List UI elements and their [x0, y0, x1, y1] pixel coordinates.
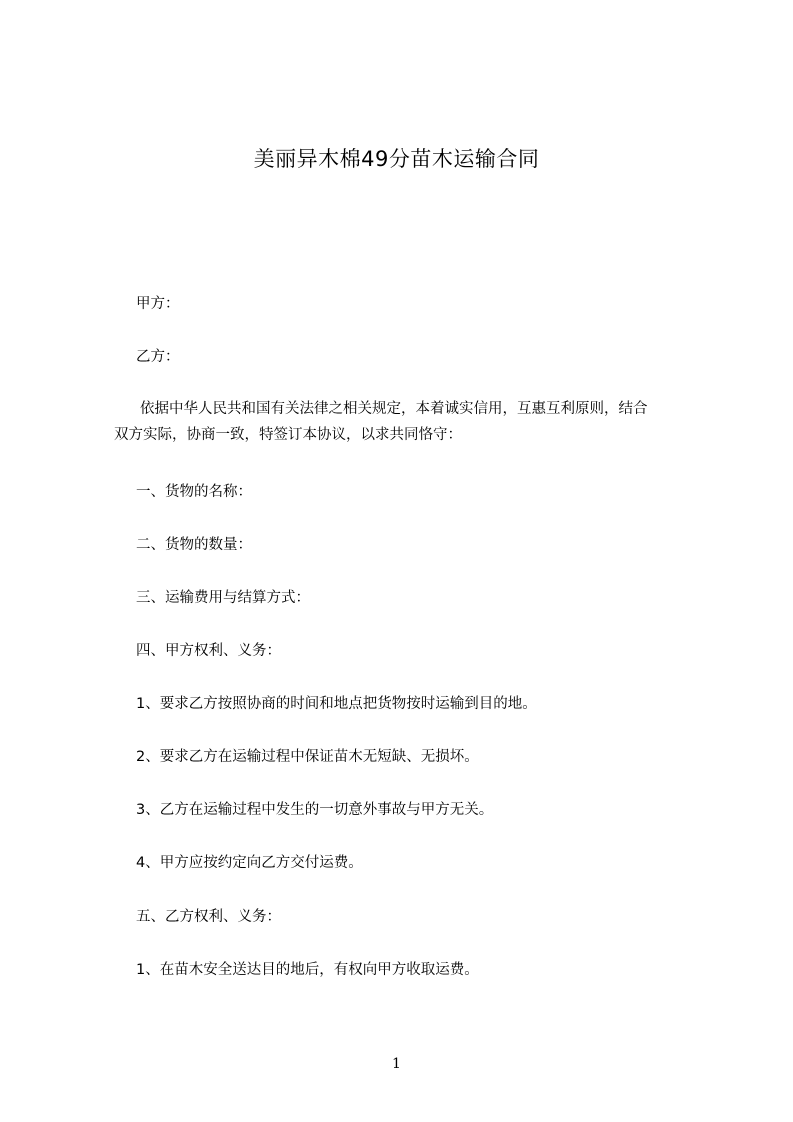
intro-paragraph: [114, 396, 703, 448]
party-b-label: 乙方：: [136, 349, 180, 365]
section-party-a-rights: 四、甲方权利、义务：: [136, 643, 281, 659]
intro-line-2: 双方实际，协商一致，特签订本协议，以求共同恪守：: [114, 427, 462, 443]
document-title: 美丽异木棉49分苗木运输合同: [253, 147, 540, 171]
party-a-label: 甲方：: [136, 296, 180, 312]
intro-line-1: 依据中华人民共和国有关法律之相关规定，本着诚实信用，互惠互利原则，结合: [140, 401, 648, 417]
page-number: 1: [392, 1056, 401, 1072]
section-fees-settlement: 三、运输费用与结算方式：: [136, 590, 310, 606]
party-a-clause-1: 1、要求乙方按照协商的时间和地点把货物按时运输到目的地。: [136, 696, 537, 712]
section-goods-quantity: 二、货物的数量：: [136, 537, 252, 553]
section-party-b-rights: 五、乙方权利、义务：: [136, 909, 281, 925]
party-b-clause-1: 1、在苗木安全送达目的地后，有权向甲方收取运费。: [136, 962, 479, 978]
section-goods-name: 一、货物的名称：: [136, 484, 252, 500]
party-a-clause-4: 4、甲方应按约定向乙方交付运费。: [136, 855, 363, 871]
party-a-clause-3: 3、乙方在运输过程中发生的一切意外事故与甲方无关。: [136, 802, 494, 818]
party-a-clause-2: 2、要求乙方在运输过程中保证苗木无短缺、无损坏。: [136, 749, 479, 765]
